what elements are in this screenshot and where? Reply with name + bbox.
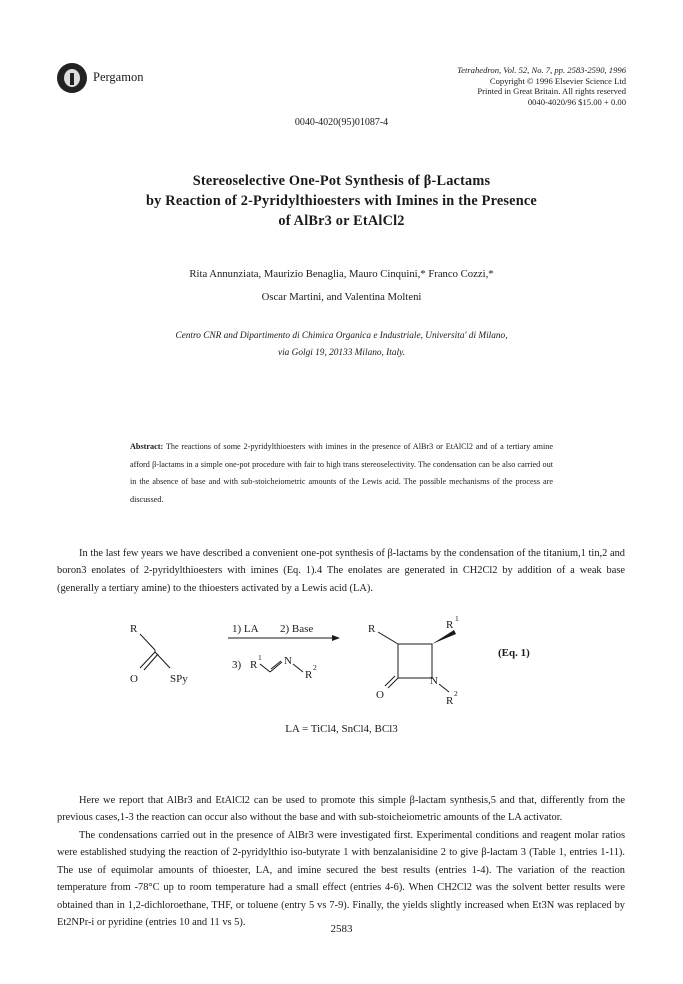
journal-line: Printed in Great Britain. All rights reserved [477, 86, 626, 97]
title-line: by Reaction of 2-Pyridylthioesters with Imines in the Presence [146, 193, 537, 209]
product-r2-label: R [446, 695, 454, 707]
reactant-r-label: R [130, 623, 138, 635]
author-line: Oscar Martini, and Valentina Molteni [261, 291, 422, 303]
abstract-label: Abstract: [130, 442, 164, 451]
body-paragraph-2: Here we report that AlBr3 and EtAlCl2 can be used to promote this simple β-lactam synthesis,5 and that, differently from the previous cases,1-3 the reaction can occur also without the base and with sub-stoicheiometric amounts of the LA activator. [57, 795, 625, 824]
lewis-acid-list: LA = TiCl4, SnCl4, BCl3 [285, 723, 398, 735]
imine-r2-label: R [305, 669, 313, 681]
imine-r1-label: R [250, 659, 258, 671]
product-r-label: R [368, 623, 376, 635]
svg-text:1: 1 [455, 614, 459, 623]
author-list [60, 263, 623, 309]
body-paragraph-1: In the last few years we have described a convenient one-pot synthesis of β-lactams by the condensation of the titanium,1 tin,2 and boron3 enolates of 2-pyridylthioesters with imines (Eq. 1).4 The enolates are generated in CH2Cl2 by addition of a weak base (generally a tertiary amine) to the thioesters activated by a Lewis acid (LA). [57, 548, 625, 594]
paper-title [60, 171, 623, 231]
svg-text:1: 1 [258, 653, 262, 662]
page-number: 2583 [330, 923, 353, 935]
affiliation-line: Centro CNR and Dipartimento di Chimica Organica e Industriale, Universita' di Milano, [175, 331, 508, 341]
abstract [130, 438, 553, 508]
product-n-label: N [430, 675, 438, 687]
affiliation [60, 328, 623, 362]
journal-line: Tetrahedron, Vol. 52, No. 7, pp. 2583-2590, 1996 [457, 65, 626, 75]
journal-line: Copyright © 1996 Elsevier Science Ltd [489, 75, 626, 86]
product-o-label: O [376, 689, 384, 701]
body-paragraph-3: The condensations carried out in the presence of AlBr3 were investigated first. Experimental conditions and reagent molar ratios were established studying the reaction of 2-pyridylthio iso-butyrate 1 with benzalanisidine 2 to give β-lactam 3 (Table 1, entries 1-11). The use of equimolar amounts of thioester, LA, and imine secured the best results (entries 1-4). The variation of the reaction temperature from -78°C up to room temperature had a small effect (entries 4-6). When CH2Cl2 was the solvent better results were obtained than in 1,2-dichloroethane, THF, or toluene (entry 5 vs 7-9). Finally, the yields slightly increased when Et3N was replaced by Et2NPr-i or pyridine (entries 10 and 11 vs 5). [57, 830, 625, 929]
abstract-text: The reactions of some 2-pyridylthioesters with imines in the presence of AlBr3 or EtAlCl2 and of a tertiary amine afford β-lactams in a simple one-pot procedure with fair to high trans stereoselectivity. The condensation can be also carried out in the absence of base and with sub-stoicheiometric amounts of the Lewis acid. The possible mechanisms of the process are discussed. [130, 442, 553, 504]
svg-text:2: 2 [454, 689, 458, 698]
journal-line: 0040-4020/96 $15.00 + 0.00 [527, 96, 626, 107]
imine-n-label: N [284, 655, 292, 667]
title-line: Stereoselective One-Pot Synthesis of β-Lactams [192, 173, 491, 189]
publisher-name: Pergamon [93, 70, 144, 84]
product-r1-label: R [446, 619, 454, 631]
affiliation-line: via Golgi 19, 20133 Milano, Italy. [277, 348, 406, 358]
author-line: Rita Annunziata, Maurizio Benaglia, Mauro Cinquini,* Franco Cozzi,* [189, 268, 494, 280]
article-doi: 0040-4020(95)01087-4 [294, 117, 389, 128]
journal-citation [306, 65, 626, 107]
step-2-label: 2) Base [280, 623, 314, 635]
step-1-label: 1) LA [232, 623, 259, 635]
reactant-spy-label: SPy [170, 673, 188, 685]
reactant-o-label: O [130, 673, 138, 685]
reaction-scheme [100, 612, 570, 717]
step-3-label: 3) [232, 659, 242, 671]
publisher-logo-icon [57, 63, 87, 93]
title-line: of AlBr3 or EtAlCl2 [278, 213, 405, 229]
lactam-ring [398, 644, 432, 678]
svg-text:2: 2 [313, 663, 317, 672]
equation-label: (Eq. 1) [498, 647, 530, 659]
